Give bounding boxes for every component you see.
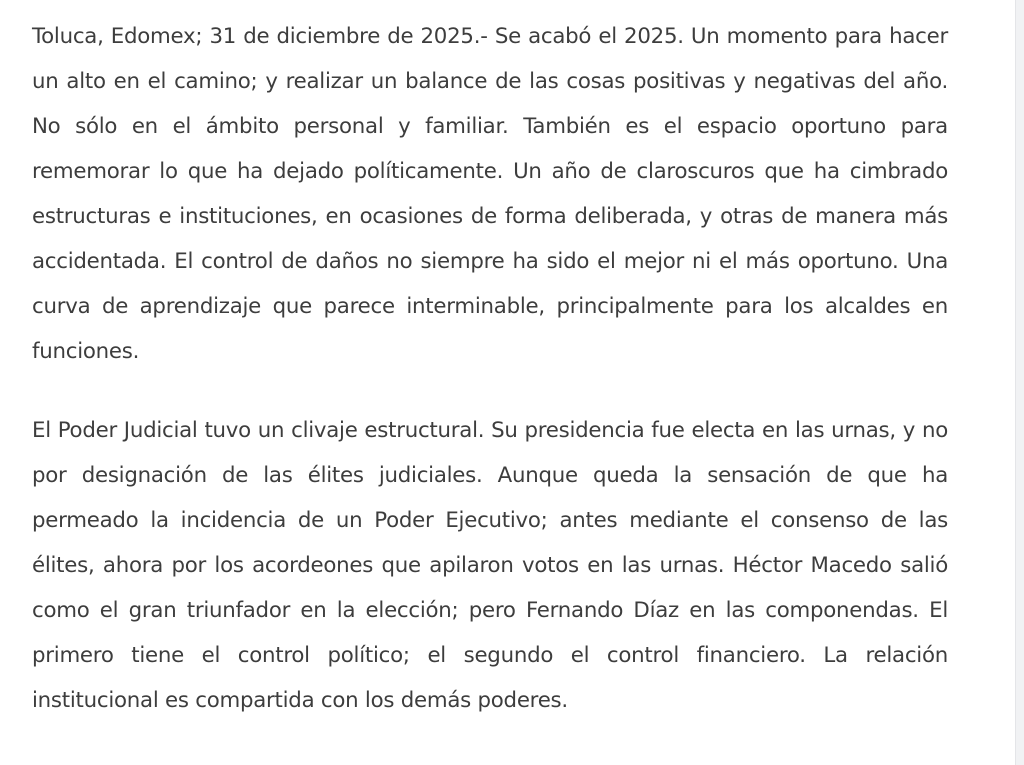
article-body — [32, 14, 948, 757]
article-paragraph-1: Toluca, Edomex; 31 de diciembre de 2025.- Se acabó el 2025. Un momento para hacer un alto en el camino; y realizar un balance de las cosas positivas y negativas del año. No sólo en el ámbito personal y familiar. También es el espacio oportuno para rememorar lo que ha dejado políticamente. Un año de claroscuros que ha cimbrado estructuras e instituciones, en ocasiones de forma deliberada, y otras de manera más accidentada. El control de daños no siempre ha sido el mejor ni el más oportuno. Una curva de aprendizaje que parece interminable, principalmente para los alcaldes en funciones. — [32, 24, 948, 364]
article-paragraph-2: El Poder Judicial tuvo un clivaje estructural. Su presidencia fue electa en las urnas, y no por designación de las élites judiciales. Aunque queda la sensación de que ha permeado la incidencia de un Poder Ejecutivo; antes mediante el consenso de las élites, ahora por los acordeones que apilaron votos en las urnas. Héctor Macedo salió como el gran triunfador en la elección; pero Fernando Díaz en las componendas. El primero tiene el control político; el segundo el control financiero. La relación institucional es compartida con los demás poderes. — [32, 418, 948, 713]
page-right-edge — [1015, 0, 1024, 765]
